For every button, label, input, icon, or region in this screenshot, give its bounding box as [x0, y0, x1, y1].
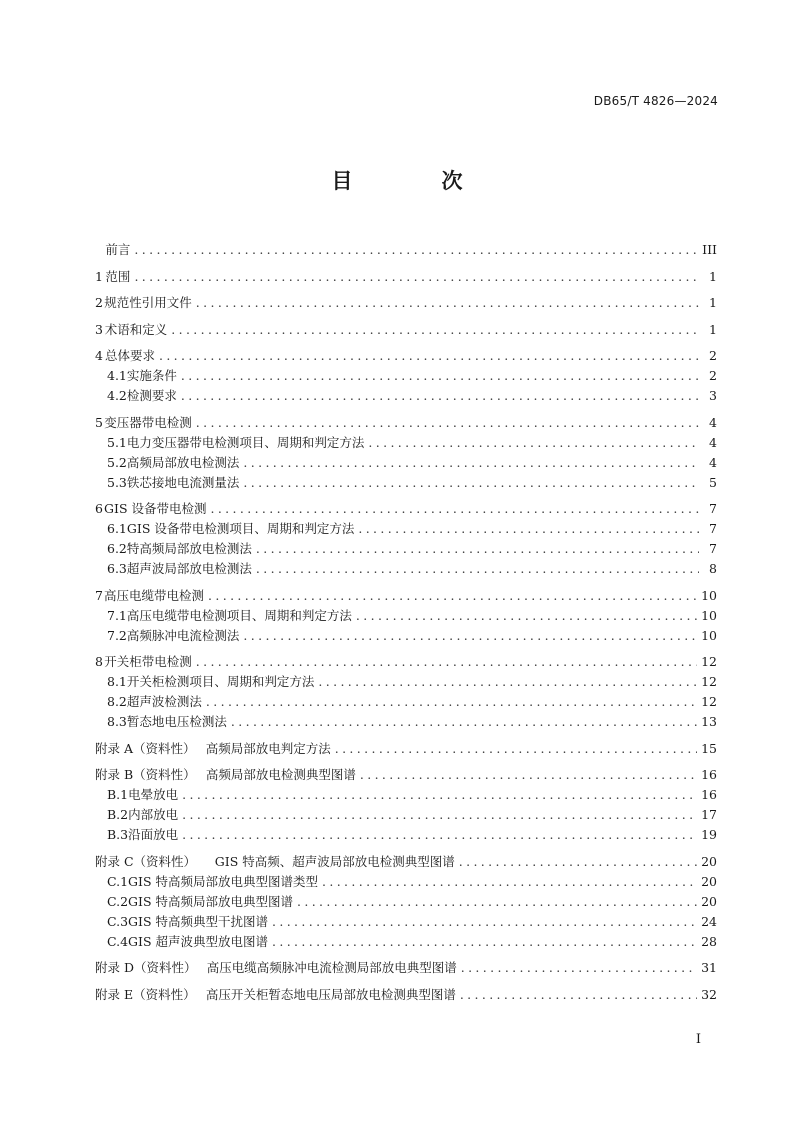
page-title: 目 次: [331, 169, 497, 193]
toc-entry-label: 范围: [105, 268, 131, 284]
dot-leader: [243, 473, 699, 493]
dot-leader: [231, 712, 697, 732]
toc-entry[interactable]: [95, 499, 717, 519]
toc-entry[interactable]: [95, 606, 717, 626]
toc-entry[interactable]: [95, 559, 717, 579]
toc-entry-label: 电晕放电: [128, 787, 179, 802]
toc-entry[interactable]: [95, 386, 717, 406]
toc-entry-label: 附录 B（资料性） 高频局部放电检测典型图谱: [95, 767, 356, 782]
dot-leader: [134, 267, 699, 287]
dot-leader: [461, 958, 697, 978]
toc-entry[interactable]: [95, 912, 717, 932]
toc-entry[interactable]: [95, 519, 717, 539]
toc-entry[interactable]: [95, 692, 717, 712]
toc-entry-page: 7: [709, 541, 717, 556]
toc-entry-number: 6.2: [107, 541, 127, 556]
toc-entry-number: B.3: [107, 827, 129, 842]
dot-leader: [243, 453, 699, 473]
dot-leader: [159, 346, 699, 366]
dot-leader: [182, 825, 697, 845]
toc-entry-page: 12: [701, 674, 717, 689]
toc-entry-label: 铁芯接地电流测量法: [126, 474, 240, 490]
toc-entry-number: 6.1: [107, 521, 127, 536]
toc-entry-number: 8.1: [107, 674, 127, 689]
toc-entry-label: 总体要求: [104, 348, 155, 363]
toc-entry-label: 检测要求: [126, 388, 177, 403]
toc-entry[interactable]: [95, 453, 717, 473]
toc-entry-page: 1: [709, 268, 717, 284]
toc-entry[interactable]: [95, 652, 717, 672]
toc-entry-page: 16: [701, 787, 717, 802]
toc-entry[interactable]: [95, 473, 717, 493]
toc-entry-label: GIS 特高频典型干扰图谱: [128, 913, 269, 929]
toc-entry-label: 附录 C（资料性） GIS 特高频、超声波局部放电检测典型图谱: [95, 853, 455, 869]
toc-entry-number: 5.1: [107, 434, 127, 450]
toc-entry[interactable]: [95, 852, 717, 872]
toc-entry-page: 2: [709, 348, 717, 363]
toc-entry-page: 20: [701, 873, 717, 889]
dot-leader: [182, 785, 697, 805]
toc-entry-label: 内部放电: [128, 807, 179, 822]
toc-entry[interactable]: [95, 872, 717, 892]
table-of-contents: [95, 240, 717, 1005]
toc-entry-label: 超声波检测法: [126, 694, 202, 709]
toc-entry-number: 4: [95, 348, 103, 363]
toc-entry-number: B.1: [107, 787, 129, 802]
toc-entry[interactable]: [95, 586, 717, 606]
toc-entry[interactable]: [95, 366, 717, 386]
toc-entry-number: 3: [95, 321, 103, 337]
dot-leader: [256, 559, 699, 579]
dot-leader: [196, 413, 699, 433]
dot-leader: [182, 805, 697, 825]
toc-entry[interactable]: [95, 958, 717, 978]
toc-entry-page: 8: [709, 561, 717, 576]
toc-entry-label: 超声波局部放电检测法: [126, 561, 252, 576]
toc-entry-label: GIS 特高频局部放电典型图谱类型: [128, 873, 319, 889]
toc-entry-label: GIS 超声波典型放电图谱: [128, 933, 269, 949]
toc-entry-page: 28: [701, 933, 717, 949]
toc-entry-page: 20: [701, 893, 717, 909]
toc-entry-number: 6: [95, 501, 103, 516]
toc-entry-number: C.4: [107, 933, 129, 949]
dot-leader: [243, 626, 697, 646]
toc-entry[interactable]: [95, 539, 717, 559]
toc-entry-label: 高频脉冲电流检测法: [126, 627, 240, 643]
toc-entry-page: 20: [701, 853, 717, 869]
toc-entry-number: 5: [95, 414, 103, 430]
toc-entry-number: C.2: [107, 893, 129, 909]
toc-entry[interactable]: [95, 892, 717, 912]
toc-entry[interactable]: [95, 433, 717, 453]
dot-leader: [196, 652, 697, 672]
toc-entry-number: 4.2: [107, 388, 127, 403]
toc-entry-label: 术语和定义: [104, 321, 168, 337]
toc-entry-number: 8: [95, 654, 103, 669]
dot-leader: [460, 985, 697, 1005]
toc-entry-number: 7.1: [107, 607, 127, 623]
toc-entry[interactable]: [95, 346, 717, 366]
toc-entry-page: 2: [709, 368, 717, 383]
toc-entry-page: 19: [701, 827, 717, 842]
toc-entry-number: 1: [95, 268, 103, 284]
toc-entry[interactable]: [95, 320, 717, 340]
toc-entry-page: 4: [709, 454, 717, 470]
toc-entry[interactable]: [95, 626, 717, 646]
toc-entry-page: 16: [701, 767, 717, 782]
toc-entry[interactable]: [95, 932, 717, 952]
toc-entry[interactable]: [95, 825, 717, 845]
toc-entry-page: 7: [709, 501, 717, 516]
toc-entry-page: 10: [701, 627, 717, 643]
toc-entry-number: 4.1: [107, 368, 127, 383]
dot-leader: [256, 539, 699, 559]
dot-leader: [134, 240, 698, 260]
toc-entry-page: 12: [701, 694, 717, 709]
dot-leader: [297, 892, 697, 912]
toc-entry[interactable]: [95, 267, 717, 287]
toc-entry[interactable]: [95, 712, 717, 732]
toc-entry-page: 24: [701, 913, 717, 929]
toc-entry-page: 13: [701, 714, 717, 729]
standard-code: DB65/T 4826—2024: [593, 94, 718, 108]
toc-entry[interactable]: [95, 765, 717, 785]
toc-entry-number: 7.2: [107, 627, 127, 643]
toc-entry-number: 2: [95, 295, 103, 310]
toc-entry[interactable]: [95, 805, 717, 825]
toc-entry-label: 附录 E（资料性） 高压开关柜暂态地电压局部放电检测典型图谱: [95, 986, 456, 1002]
toc-entry-page: 1: [709, 321, 717, 337]
toc-entry-number: 7: [95, 587, 103, 603]
toc-entry-label: 前言: [105, 242, 131, 257]
dot-leader: [459, 852, 697, 872]
toc-entry-label: 规范性引用文件: [104, 295, 192, 310]
toc-entry[interactable]: [95, 785, 717, 805]
toc-entry[interactable]: [95, 240, 717, 260]
toc-entry-label: 开关柜检测项目、周期和判定方法: [126, 674, 315, 689]
toc-entry-page: III: [702, 242, 717, 257]
toc-entry-number: B.2: [107, 807, 129, 822]
toc-entry-page: 10: [701, 607, 717, 623]
toc-entry-label: 暂态地电压检测法: [126, 714, 227, 729]
toc-entry-label: 变压器带电检测: [104, 414, 192, 430]
toc-entry-label: 高压电缆带电检测项目、周期和判定方法: [126, 607, 352, 623]
dot-leader: [196, 293, 699, 313]
toc-entry-label: 开关柜带电检测: [104, 654, 192, 669]
toc-entry-label: 电力变压器带电检测项目、周期和判定方法: [126, 434, 365, 450]
toc-entry-label: 附录 D（资料性） 高压电缆高频脉冲电流检测局部放电典型图谱: [95, 960, 457, 975]
toc-entry-number: 5.2: [107, 454, 127, 470]
toc-entry-label: GIS 特高频局部放电典型图谱: [128, 893, 294, 909]
dot-leader: [206, 692, 697, 712]
dot-leader: [360, 765, 697, 785]
toc-entry[interactable]: [95, 293, 717, 313]
toc-entry-page: 7: [709, 521, 717, 536]
toc-entry-label: 实施条件: [126, 368, 177, 383]
dot-leader: [208, 586, 697, 606]
toc-entry-label: 高频局部放电检测法: [126, 454, 240, 470]
toc-entry-number: 8.2: [107, 694, 127, 709]
dot-leader: [318, 672, 697, 692]
dot-leader: [335, 739, 697, 759]
toc-entry-label: GIS 设备带电检测: [104, 501, 207, 516]
toc-entry-label: 附录 A（资料性） 高频局部放电判定方法: [95, 740, 331, 756]
dot-leader: [368, 433, 699, 453]
toc-entry-page: 32: [701, 986, 717, 1002]
toc-entry-number: C.3: [107, 913, 129, 929]
toc-entry-label: GIS 设备带电检测项目、周期和判定方法: [126, 521, 355, 536]
dot-leader: [181, 366, 699, 386]
dot-leader: [322, 872, 697, 892]
toc-entry-page: 4: [709, 414, 717, 430]
toc-entry-page: 31: [701, 960, 717, 975]
dot-leader: [171, 320, 699, 340]
toc-entry-page: 15: [701, 740, 717, 756]
toc-entry-page: 12: [701, 654, 717, 669]
dot-leader: [210, 499, 699, 519]
toc-entry[interactable]: [95, 739, 717, 759]
toc-entry-number: 8.3: [107, 714, 127, 729]
dot-leader: [358, 519, 699, 539]
toc-entry-number: 5.3: [107, 474, 127, 490]
toc-entry-page: 10: [701, 587, 717, 603]
toc-entry-label: 沿面放电: [128, 827, 179, 842]
toc-entry-page: 5: [709, 474, 717, 490]
toc-entry-label: 高压电缆带电检测: [104, 587, 205, 603]
toc-entry-page: 3: [709, 388, 717, 403]
dot-leader: [181, 386, 699, 406]
toc-entry-page: 1: [709, 295, 717, 310]
toc-entry-number: 6.3: [107, 561, 127, 576]
toc-entry-number: C.1: [107, 873, 129, 889]
toc-entry[interactable]: [95, 672, 717, 692]
toc-entry-label: 特高频局部放电检测法: [126, 541, 252, 556]
page-number: I: [695, 1032, 701, 1047]
dot-leader: [272, 932, 697, 952]
dot-leader: [356, 606, 697, 626]
toc-entry-page: 17: [701, 807, 717, 822]
dot-leader: [272, 912, 697, 932]
toc-entry[interactable]: [95, 413, 717, 433]
toc-entry-page: 4: [709, 434, 717, 450]
toc-entry[interactable]: [95, 985, 717, 1005]
